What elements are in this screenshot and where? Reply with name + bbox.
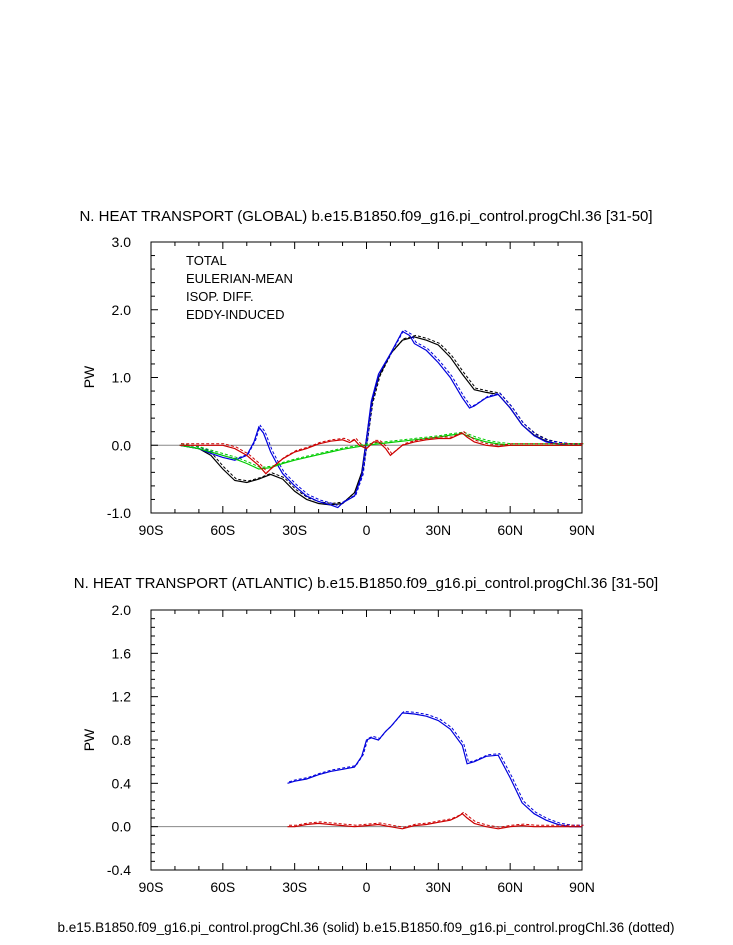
global-chart-legend [186,253,293,322]
y-tick-label: 0.4 [111,775,131,792]
y-tick-label: 2.0 [111,602,131,618]
y-tick-label: 2.0 [111,301,131,318]
dotted-series-line [181,335,583,503]
x-tick-label: 90S [138,879,164,895]
x-tick-label: 30N [425,522,452,538]
global-heat-transport-chart [79,208,652,538]
legend-entry-eulerian-mean: EULERIAN-MEAN [186,271,293,286]
x-tick-label: 60N [497,522,524,538]
atlantic-y-axis-label: PW [81,728,97,752]
y-tick-label: 3.0 [111,234,131,250]
x-tick-label: 30S [282,522,308,538]
x-tick-label: 60S [210,879,236,895]
legend-entry-total: TOTAL [186,253,227,268]
x-tick-label: 0 [362,522,371,538]
legend-entry-eddy-induced: EDDY-INDUCED [186,307,285,322]
y-tick-label: 1.2 [111,688,131,705]
x-tick-label: 60N [497,879,524,895]
x-tick-label: 0 [362,879,371,895]
figure-footer: b.e15.B1850.f09_g16.pi_control.progChl.36 (solid) b.e15.B1850.f09_g16.pi_control.progChl.36 (dotted) [57,920,675,935]
series-line-eddy-induced [180,433,582,474]
x-tick-label: 30N [425,879,452,895]
global-y-axis-label: PW [81,365,97,389]
legend-entry-isop-diff: ISOP. DIFF. [186,289,254,304]
y-tick-label: 0.0 [111,818,131,835]
x-tick-label: 60S [210,522,236,538]
atlantic-chart-title: N. HEAT TRANSPORT (ATLANTIC) b.e15.B1850.f09_g16.pi_control.progChl.36 [31-50] [73,575,659,592]
y-tick-label: 0.8 [111,732,131,748]
y-tick-label: -1.0 [106,505,131,521]
series-line-series-0 [288,713,583,827]
x-tick-label: 90N [569,522,595,538]
atlantic-heat-transport-chart [74,575,658,895]
y-tick-label: -0.4 [106,862,131,878]
global-chart-title: N. HEAT TRANSPORT (GLOBAL) b.e15.B1850.f09_g16.pi_control.progChl.36 [31-50] [79,208,653,225]
x-tick-label: 30S [282,879,308,895]
dotted-series-line [289,711,584,825]
y-tick-label: 0.0 [111,437,131,454]
x-tick-label: 90N [569,879,595,895]
y-tick-label: 1.0 [111,369,131,386]
x-tick-label: 90S [138,522,164,538]
y-tick-label: 1.6 [111,645,131,662]
dotted-series-line [181,330,583,506]
